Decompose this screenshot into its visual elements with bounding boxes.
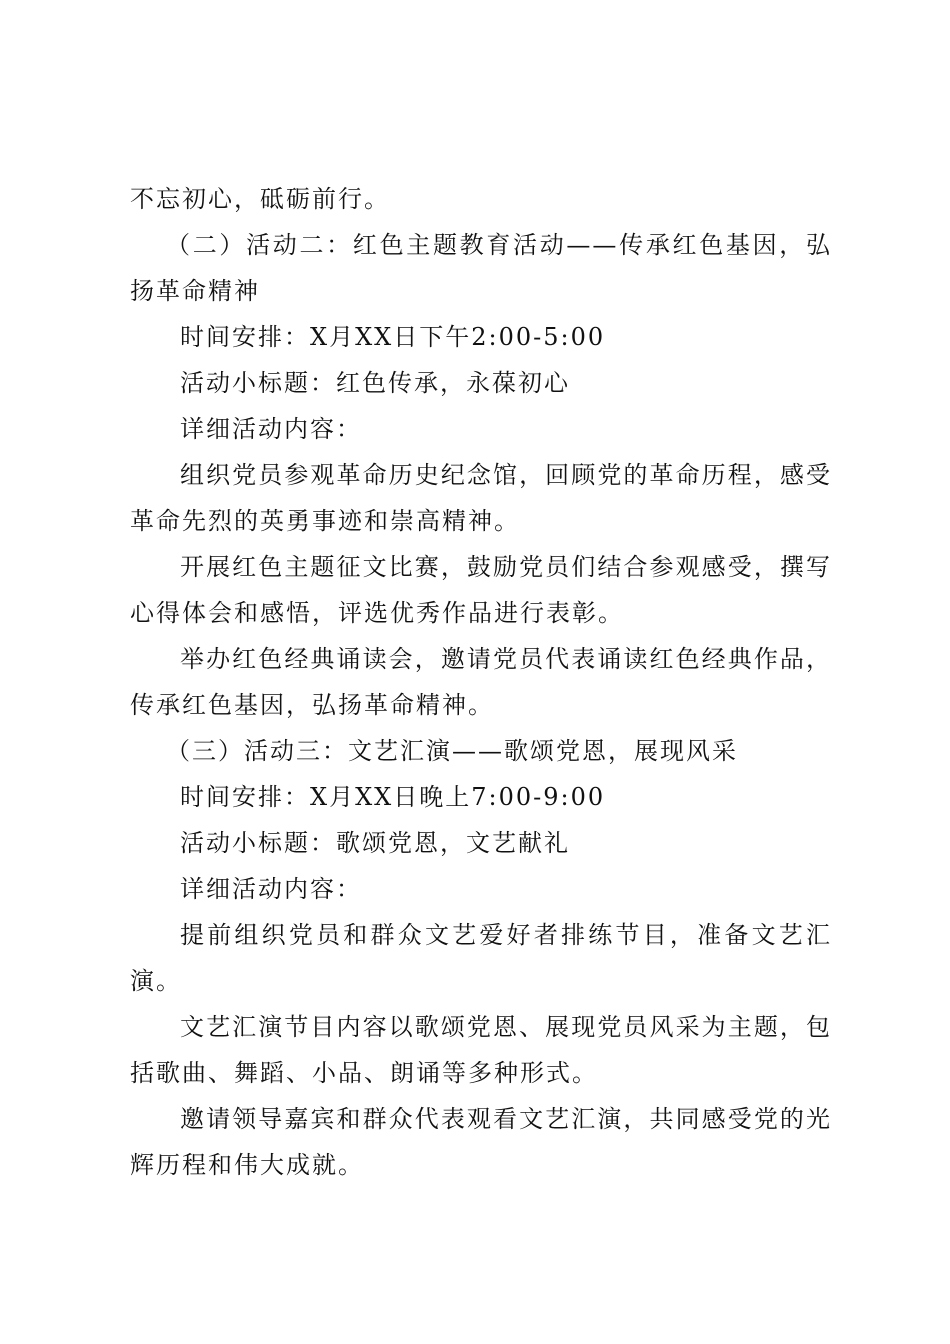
activity-two-time: 时间安排：X月XX日下午2:00-5:00 xyxy=(180,323,606,351)
section-heading-activity-two: （二）活动二：红色主题教育活动——传承红色基因，弘扬革命精神 xyxy=(130,231,832,305)
activity-three-details-label: 详细活动内容： xyxy=(180,875,362,903)
activity-two-detail-item: 组织党员参观革命历史纪念馆，回顾党的革命历程，感受革命先烈的英勇事迹和崇高精神。 xyxy=(130,461,832,535)
section-heading-activity-three: （三）活动三：文艺汇演——歌颂党恩，展现风采 xyxy=(166,737,738,765)
activity-two-subtitle: 活动小标题：红色传承，永葆初心 xyxy=(180,369,570,397)
document-body xyxy=(130,176,832,1188)
activity-two-details-label: 详细活动内容： xyxy=(180,415,362,443)
activity-three-detail-item: 提前组织党员和群众文艺爱好者排练节目，准备文艺汇演。 xyxy=(130,921,832,995)
activity-two-detail-item: 举办红色经典诵读会，邀请党员代表诵读红色经典作品，传承红色基因，弘扬革命精神。 xyxy=(130,645,832,719)
activity-three-detail-item: 文艺汇演节目内容以歌颂党恩、展现党员风采为主题，包括歌曲、舞蹈、小品、朗诵等多种形式。 xyxy=(130,1013,832,1087)
activity-three-detail-item: 邀请领导嘉宾和群众代表观看文艺汇演，共同感受党的光辉历程和伟大成就。 xyxy=(130,1105,832,1179)
activity-three-subtitle: 活动小标题：歌颂党恩，文艺献礼 xyxy=(180,829,570,857)
activity-two-detail-item: 开展红色主题征文比赛，鼓励党员们结合参观感受，撰写心得体会和感悟，评选优秀作品进行表彰。 xyxy=(130,553,832,627)
paragraph-closing-line: 不忘初心，砥砺前行。 xyxy=(130,185,390,213)
activity-three-time: 时间安排：X月XX日晚上7:00-9:00 xyxy=(180,783,606,811)
